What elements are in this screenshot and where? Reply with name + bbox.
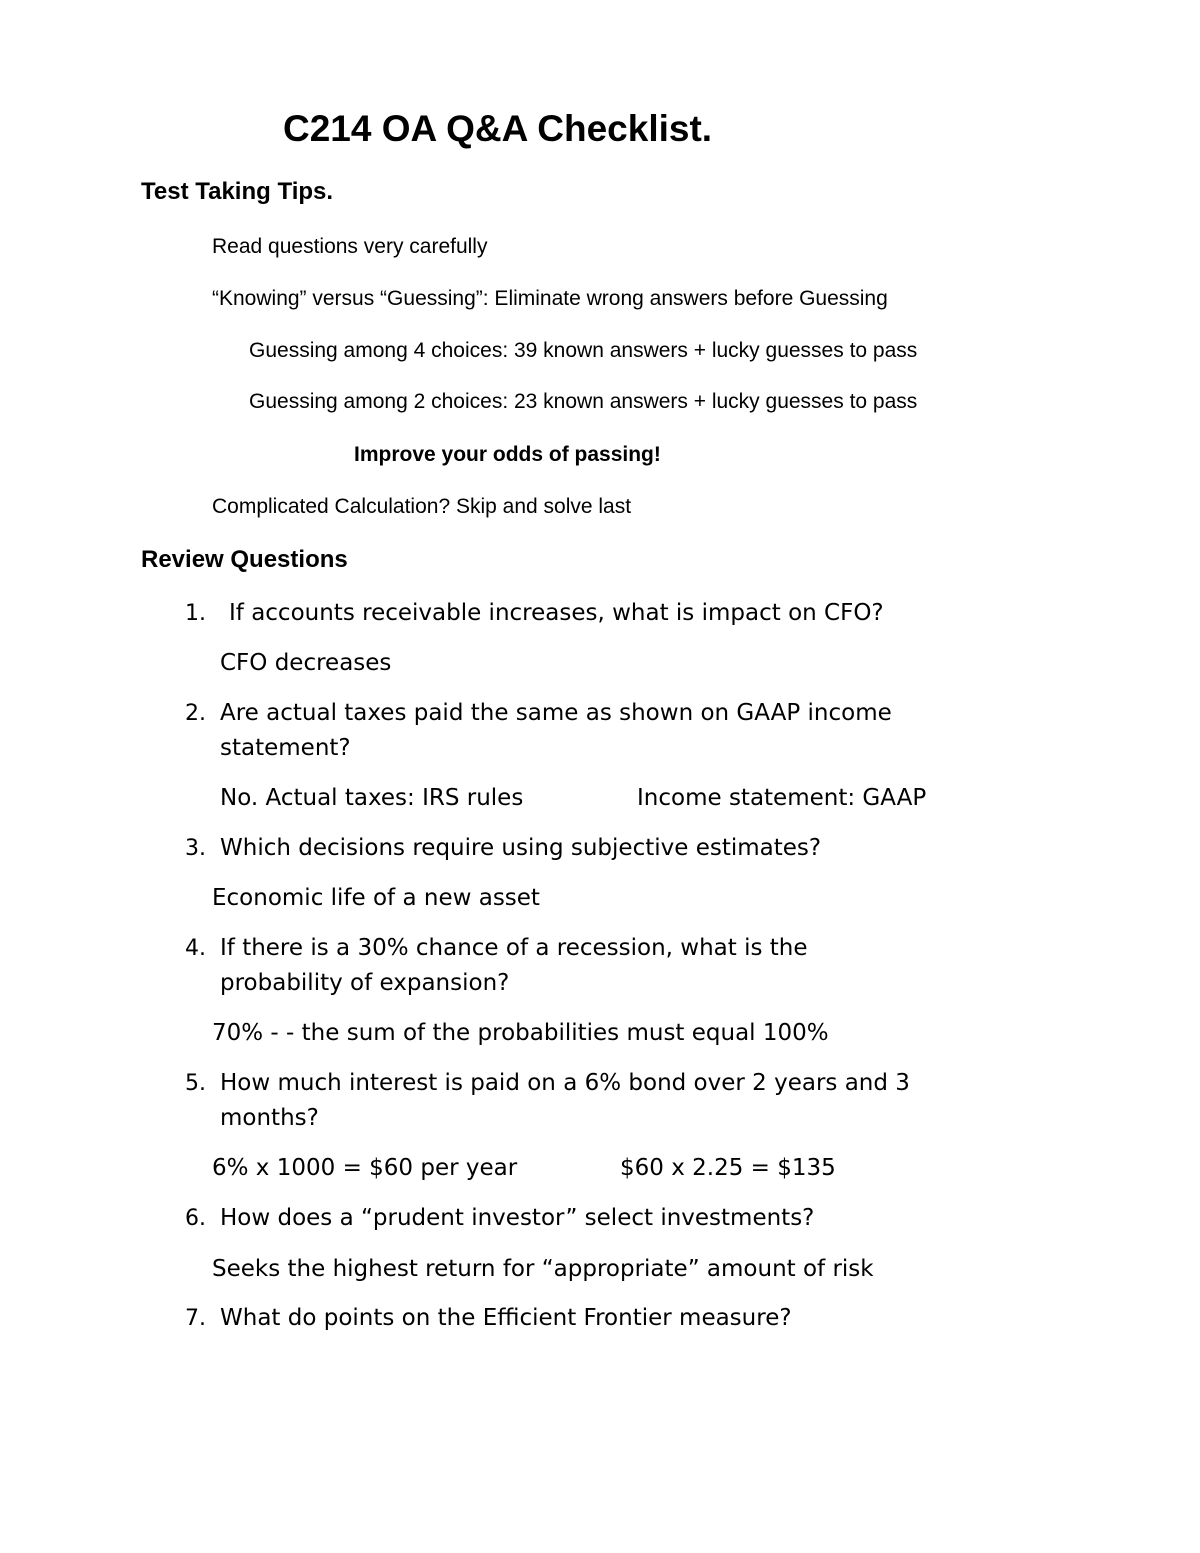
answer-text: Income statement: GAAP xyxy=(637,785,927,811)
question-text: months? xyxy=(220,1105,319,1131)
answer-text: 6% x 1000 = $60 per year xyxy=(212,1155,518,1181)
tip-item: Complicated Calculation? Skip and solve last xyxy=(212,495,632,518)
tip-item: “Knowing” versus “Guessing”: Eliminate wrong answers before Guessing xyxy=(212,287,888,310)
question-text: Which decisions require using subjective estimates? xyxy=(220,835,822,861)
question-number: 3. xyxy=(185,836,206,861)
answer-text: Economic life of a new asset xyxy=(212,885,540,911)
question-number: 5. xyxy=(185,1071,206,1096)
answer-text: 70% - - the sum of the probabilities must equal 100% xyxy=(212,1020,829,1046)
question-number: 6. xyxy=(185,1206,206,1231)
question-text: How does a “prudent investor” select investments? xyxy=(220,1205,815,1231)
answer-text: CFO decreases xyxy=(220,650,392,676)
document-title: C214 OA Q&A Checklist. xyxy=(283,108,713,149)
answer-text: No. Actual taxes: IRS rules xyxy=(220,785,524,811)
tips-heading: Test Taking Tips. xyxy=(141,178,334,205)
question-number: 4. xyxy=(185,936,206,961)
question-text: Are actual taxes paid the same as shown on GAAP income xyxy=(220,700,892,726)
tip-subitem: Guessing among 4 choices: 39 known answers + lucky guesses to pass xyxy=(249,339,918,362)
question-text: probability of expansion? xyxy=(220,970,510,996)
answer-text: $60 x 2.25 = $135 xyxy=(620,1155,836,1181)
question-number: 1. xyxy=(185,601,206,626)
answer-text: Seeks the highest return for “appropriate” amount of risk xyxy=(212,1256,874,1282)
tip-item: Read questions very carefully xyxy=(212,235,488,258)
question-number: 2. xyxy=(185,701,206,726)
question-text: What do points on the Efficient Frontier measure? xyxy=(220,1305,792,1331)
review-heading: Review Questions xyxy=(141,546,348,573)
question-text: If there is a 30% chance of a recession, what is the xyxy=(220,935,808,961)
tip-emphasis: Improve your odds of passing! xyxy=(354,443,661,466)
question-text: How much interest is paid on a 6% bond over 2 years and 3 xyxy=(220,1070,910,1096)
question-number: 7. xyxy=(185,1306,206,1331)
tip-subitem: Guessing among 2 choices: 23 known answers + lucky guesses to pass xyxy=(249,390,918,413)
question-text: If accounts receivable increases, what is impact on CFO? xyxy=(229,600,884,626)
question-text: statement? xyxy=(220,735,351,761)
